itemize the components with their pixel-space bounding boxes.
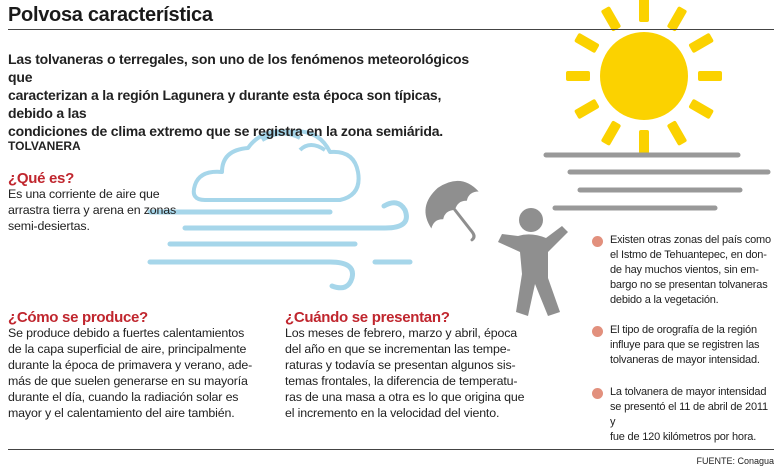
text-line: Se produce debido a fuertes calentamientos <box>8 326 245 340</box>
text-line: raturas y todavía se presentan algunos sis- <box>285 358 516 372</box>
sun-icon <box>566 0 722 154</box>
bottom-divider <box>8 449 774 450</box>
gray-wind-lines-icon <box>546 155 768 208</box>
text-line: fue de 120 kilómetros por hora. <box>610 431 757 443</box>
text-line: se presentó el 11 de abril de 2011 y <box>610 401 768 428</box>
text-line: el Istmo de Tehuantepec, en don- <box>610 249 767 261</box>
intro-line: condiciones de clima extremo que se registra en la zona semiárida. <box>8 123 443 139</box>
bullet-dot-icon <box>592 326 603 337</box>
fact-text <box>610 233 776 308</box>
umbrella-icon <box>414 169 499 255</box>
text-line: debido a la vegetación. <box>610 294 719 306</box>
text-line: de hay muchos vientos, sin em- <box>610 264 759 276</box>
bullet-dot-icon <box>592 236 603 247</box>
text-line: ras de una masa a otra es lo que origina que <box>285 390 525 404</box>
text-line: bargo no se presentan tolvaneras <box>610 279 768 291</box>
como-text <box>8 325 273 421</box>
cuando-heading: ¿Cuándo se presentan? <box>285 309 450 326</box>
como-heading: ¿Cómo se produce? <box>8 309 148 326</box>
text-line: tolvaneras de mayor intensidad. <box>610 354 760 366</box>
fact-text <box>610 385 776 445</box>
text-line: de la capa superficial de aire, principalmente <box>8 342 247 356</box>
que-es-heading: ¿Qué es? <box>8 170 74 187</box>
fact-text <box>610 323 776 368</box>
text-line: El tipo de orografía de la región <box>610 324 757 336</box>
text-line: Existen otras zonas del país como <box>610 234 771 246</box>
page-title: Polvosa característica <box>8 4 213 26</box>
text-line: mayor y el calentamiento del aire también. <box>8 406 235 420</box>
text-line: durante el día, cuando la radiación solar es <box>8 390 239 404</box>
text-line: semi-desiertas. <box>8 219 90 233</box>
source-credit: FUENTE: Conagua <box>696 456 774 466</box>
text-line: del año en que se incrementan las tempe- <box>285 342 511 356</box>
que-es-text <box>8 186 198 234</box>
bullet-dot-icon <box>592 388 603 399</box>
cloud-icon <box>194 131 359 200</box>
person-icon <box>498 208 568 316</box>
text-line: durante la época de primavera y verano, ade- <box>8 358 253 372</box>
text-line: más de que suelen generarse en su mayoría <box>8 374 248 388</box>
text-line: Los meses de febrero, marzo y abril, época <box>285 326 517 340</box>
intro-line: caracterizan a la región Lagunera y durante esta época son típicas, debido a las <box>8 87 442 121</box>
intro-paragraph <box>8 50 478 140</box>
intro-line: Las tolvaneras o terregales, son uno de los fenómenos meteorológicos que <box>8 51 469 85</box>
text-line: La tolvanera de mayor intensidad <box>610 386 767 398</box>
text-line: temas frontales, la diferencia de temperatu- <box>285 374 518 388</box>
title-divider <box>8 29 774 30</box>
text-line: arrastra tierra y arena en zonas <box>8 203 177 217</box>
text-line: el incremento en la velocidad del viento. <box>285 406 500 420</box>
cuando-text <box>285 325 525 421</box>
text-line: Es una corriente de aire que <box>8 187 160 201</box>
text-line: influye para que se registren las <box>610 339 760 351</box>
section-label: TOLVANERA <box>8 139 81 153</box>
